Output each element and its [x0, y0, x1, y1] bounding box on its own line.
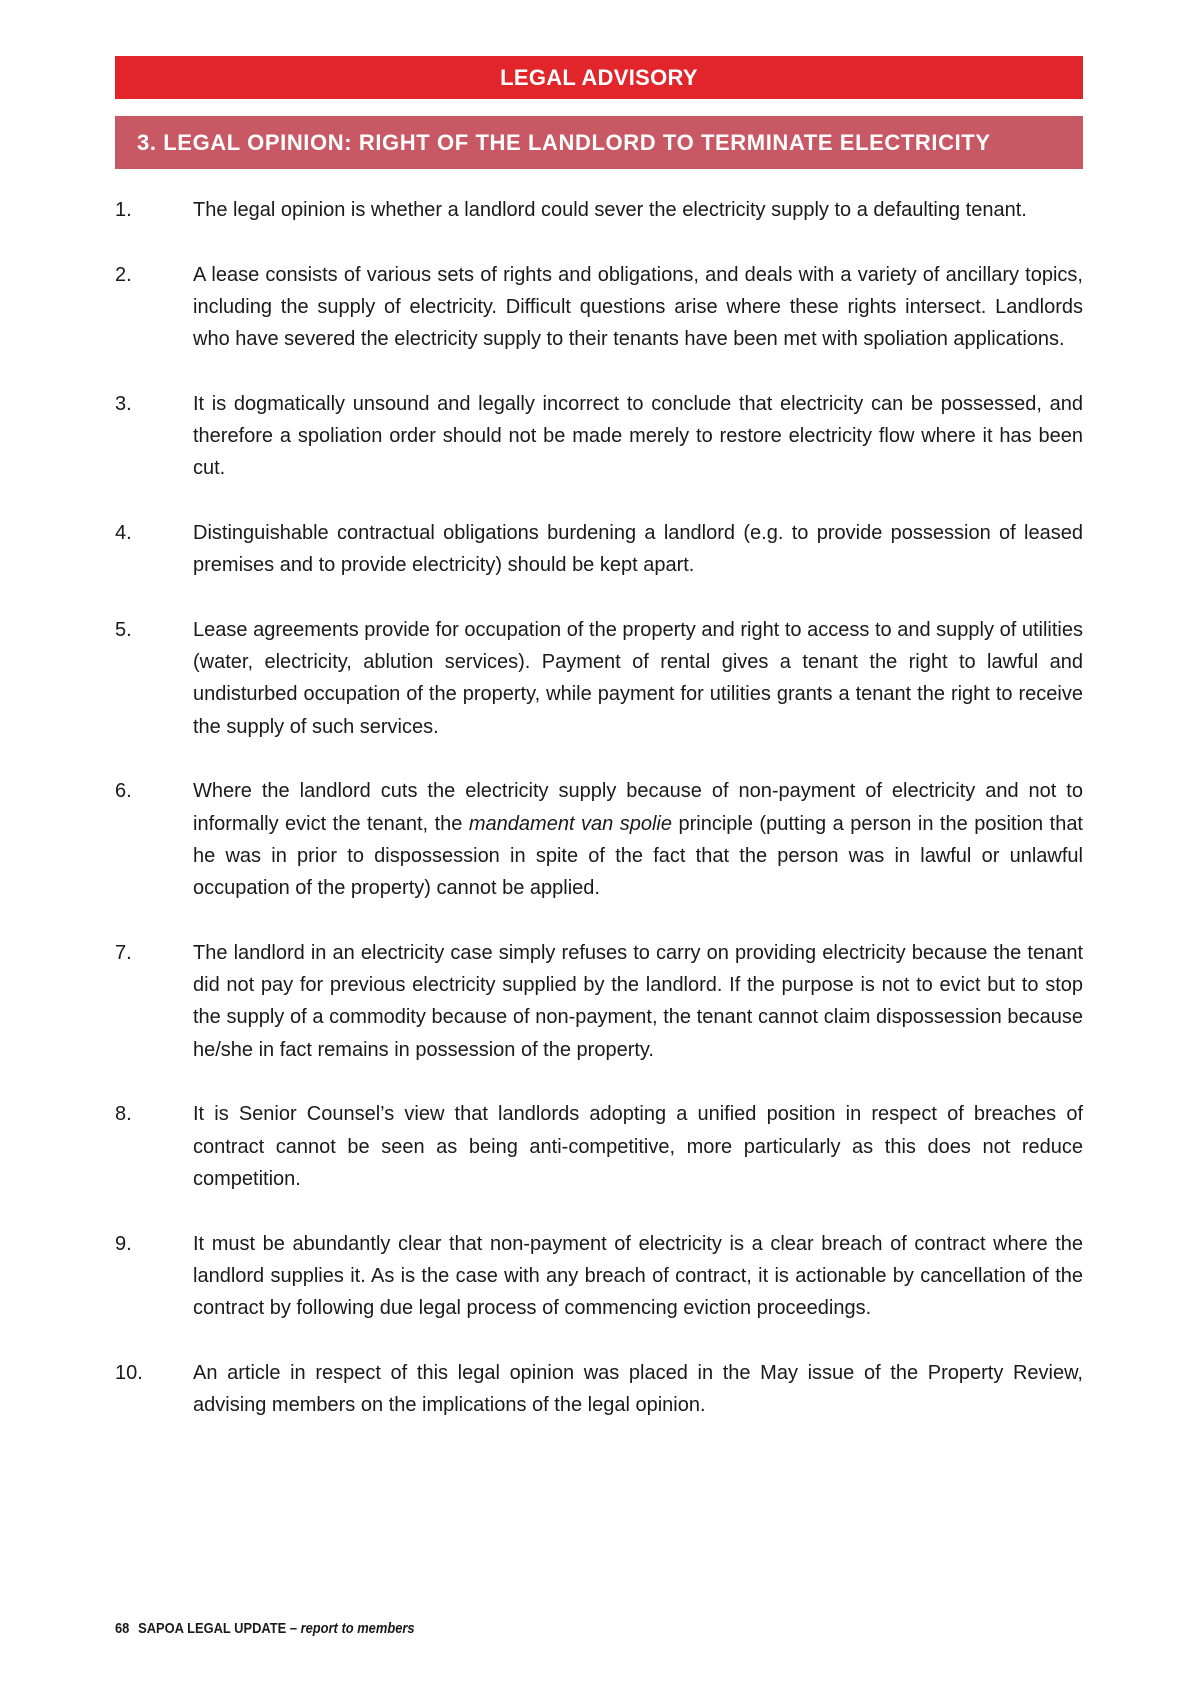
list-item [115, 1098, 1083, 1195]
latin-term: mandament van spolie [468, 812, 672, 835]
item-text: The landlord in an electricity case simply refuses to carry on providing electricity because the tenant did not pay for previous electricity supplied by the landlord. If the purpose is not to evict but to stop the supply of a commodity because of non-payment, the tenant cannot claim dispossession because he/she in fact remains in possession of the property. [193, 941, 1083, 1061]
list-item [115, 388, 1083, 485]
footer-dash: – [289, 1620, 297, 1637]
item-text: An article in respect of this legal opinion was placed in the May issue of the Property Review, advising members on the implications of the legal opinion. [193, 1361, 1083, 1416]
section-title: 3. LEGAL OPINION: RIGHT OF THE LANDLORD TO TERMINATE ELECTRICITY [115, 116, 1083, 169]
page-footer [115, 1620, 415, 1637]
item-number: 4. [115, 521, 132, 544]
list-item [115, 937, 1083, 1066]
publication-name: SAPOA LEGAL UPDATE [138, 1620, 287, 1637]
item-text [193, 775, 1083, 904]
item-text: A lease consists of various sets of rights and obligations, and deals with a variety of ancillary topics, including the supply of electricity. Difficult questions arise where these rights intersect. Landlords who have severed the electricity supply to their tenants have been met with spoliation applications. [193, 263, 1083, 351]
list-item [115, 614, 1083, 743]
publication-subtitle: report to members [300, 1620, 415, 1637]
item-text-after: principle (putting a person in the position that he was in prior to dispossession in spite of the fact that the person was in lawful or unlawful occupation of the property) cannot be applied. [193, 812, 1083, 900]
item-number: 1. [115, 199, 132, 221]
page-number: 68 [115, 1620, 130, 1637]
item-text: Distinguishable contractual obligations burdening a landlord (e.g. to provide possession of leased premises and to provide electricity) should be kept apart. [193, 521, 1083, 577]
item-number: 3. [115, 392, 132, 415]
list-item [115, 259, 1083, 356]
item-text: The legal opinion is whether a landlord could sever the electricity supply to a defaulting tenant. [193, 199, 1027, 221]
opinion-list [115, 194, 1083, 1454]
list-item [115, 1357, 1083, 1422]
item-number: 7. [115, 941, 132, 964]
item-text: Lease agreements provide for occupation of the property and right to access to and supply of utilities (water, electricity, ablution services). Payment of rental gives a tenant the right to lawful and undisturbed occupation of the property, while payment for utilities grants a tenant the right to receive the supply of such services. [193, 618, 1083, 738]
list-item [115, 1228, 1083, 1325]
item-number: 8. [115, 1103, 132, 1126]
list-item [115, 775, 1083, 904]
item-number: 6. [115, 780, 132, 803]
item-text: It is dogmatically unsound and legally incorrect to conclude that electricity can be possessed, and therefore a spoliation order should not be made merely to restore electricity flow where it has been cut. [193, 392, 1083, 480]
item-text: It must be abundantly clear that non-payment of electricity is a clear breach of contract where the landlord supplies it. As is the case with any breach of contract, it is actionable by cancellation of the contract by following due legal process of commencing eviction proceedings. [193, 1232, 1083, 1320]
item-text: It is Senior Counsel’s view that landlords adopting a unified position in respect of breaches of contract cannot be seen as being anti-competitive, more particularly as this does not reduce competition. [193, 1103, 1083, 1190]
item-number: 9. [115, 1232, 132, 1255]
list-item [115, 194, 1083, 226]
item-number: 10. [115, 1361, 143, 1384]
item-text-before: Where the landlord cuts the electricity supply because of non-payment of electricity and not to informally evict the tenant, the [193, 780, 1083, 835]
item-number: 5. [115, 618, 132, 641]
item-number: 2. [115, 263, 132, 286]
legal-advisory-banner: LEGAL ADVISORY [115, 56, 1083, 99]
list-item [115, 517, 1083, 582]
